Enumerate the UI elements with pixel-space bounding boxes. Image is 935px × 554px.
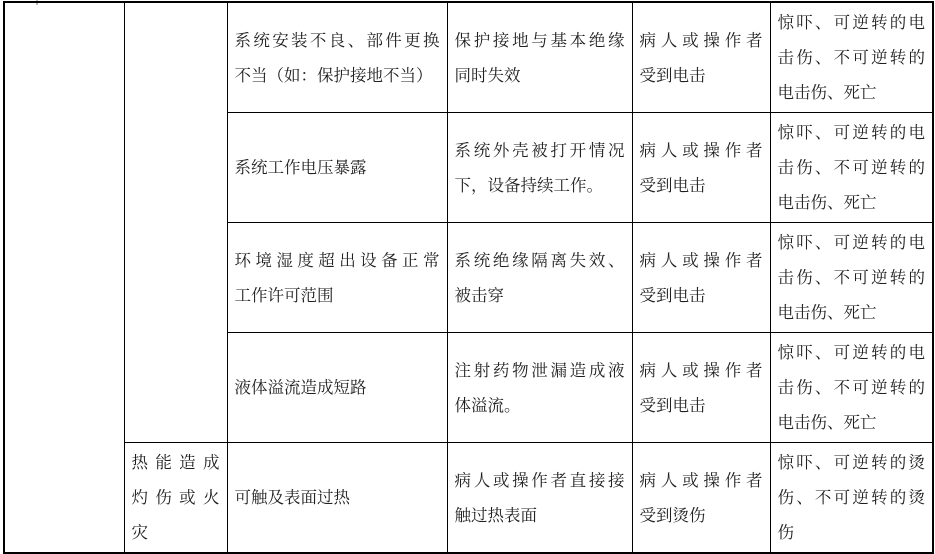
- cell-hazardous-situation: [447, 2, 632, 113]
- text-line: 击伤、不可逆转的: [777, 378, 925, 397]
- cell-hazard-thermal: [124, 443, 227, 554]
- text-line: 病人或操作者: [639, 30, 763, 50]
- cell-harm: [770, 113, 933, 223]
- text-line: 系统工作电压暴露: [234, 158, 367, 177]
- text-line: 系统绝缘隔离失效、: [454, 250, 625, 270]
- cell-harm: [770, 223, 933, 333]
- text-line: 电击伤、死亡: [777, 413, 877, 432]
- text-line: 病人或操作者: [639, 470, 763, 490]
- text-line: 液体溢流造成短路: [234, 378, 367, 397]
- text-line: 击伤、不可逆转的: [777, 48, 925, 67]
- cell-event-sequence: [227, 443, 447, 554]
- table-row: [4, 443, 933, 554]
- cell-hazardous-situation: [447, 113, 632, 223]
- text-line: 惊吓、可逆转的电: [777, 343, 925, 362]
- text-line: 可触及表面过热: [234, 488, 350, 507]
- text-line: 受到电击: [639, 395, 706, 415]
- text-line: 病人或操作者: [639, 140, 763, 160]
- cell-event-sequence: [227, 113, 447, 223]
- cell-effect: [632, 223, 770, 333]
- text-line: 注射药物泄漏造成液: [454, 360, 625, 380]
- cell-harm: [770, 333, 933, 443]
- cell-effect: [632, 2, 770, 113]
- text-line: 惊吓、可逆转的电: [777, 13, 925, 32]
- text-line: 工作许可范围: [234, 285, 334, 305]
- text-line: 电击伤、死亡: [777, 303, 877, 322]
- text-line: 受到烫伤: [639, 505, 706, 525]
- text-line: 触过热表面: [454, 505, 537, 525]
- text-line: 热能造成: [131, 453, 220, 472]
- cell-event-sequence: [227, 333, 447, 443]
- cell-hazardous-situation: [447, 333, 632, 443]
- cell-harm: [770, 443, 933, 554]
- cell-hazardous-situation: [447, 223, 632, 333]
- text-line: 惊吓、可逆转的烫: [777, 453, 925, 472]
- text-line: 受到电击: [639, 65, 706, 85]
- cell-effect: [632, 443, 770, 554]
- text-line: 被击穿: [454, 285, 504, 305]
- text-line: 系统外壳被打开情况: [454, 140, 625, 160]
- cell-effect: [632, 113, 770, 223]
- text-line: 灾: [131, 523, 148, 542]
- text-line: 受到电击: [639, 285, 706, 305]
- cell-event-sequence: [227, 223, 447, 333]
- table-row: [4, 2, 933, 113]
- text-line: 下，设备持续工作。: [454, 175, 603, 195]
- text-line: 同时失效: [454, 65, 521, 85]
- text-line: 系统安装不良、部件更换: [234, 30, 440, 50]
- text-line: 电击伤、死亡: [777, 193, 877, 212]
- text-line: 病人或操作者直接接: [454, 470, 625, 490]
- text-line: 电击伤、死亡: [777, 83, 877, 102]
- cell-harm: [770, 2, 933, 113]
- text-line: 受到电击: [639, 175, 706, 195]
- text-line: 不当（如：保护接地不当）: [234, 65, 433, 85]
- text-line: 惊吓、可逆转的电: [777, 233, 925, 252]
- text-line: 伤、不可逆转的烫: [777, 488, 925, 507]
- cell-hazard-merged-empty: [124, 2, 227, 443]
- text-line: 环境湿度超出设备正常: [234, 250, 440, 270]
- cell-hazardous-situation: [447, 443, 632, 554]
- text-line: 病人或操作者: [639, 250, 763, 270]
- risk-analysis-table: [3, 1, 934, 554]
- text-line: 灼伤或火: [131, 488, 220, 507]
- text-line: 伤: [777, 523, 794, 542]
- text-line: 击伤、不可逆转的: [777, 158, 925, 177]
- text-line: 击伤、不可逆转的: [777, 268, 925, 287]
- text-line: 体溢流。: [454, 395, 521, 415]
- text-line: 惊吓、可逆转的电: [777, 123, 925, 142]
- cell-effect: [632, 333, 770, 443]
- cell-category-merged-empty: [4, 2, 124, 553]
- text-line: 病人或操作者: [639, 360, 763, 380]
- cell-event-sequence: [227, 2, 447, 113]
- text-line: 保护接地与基本绝缘: [454, 30, 625, 50]
